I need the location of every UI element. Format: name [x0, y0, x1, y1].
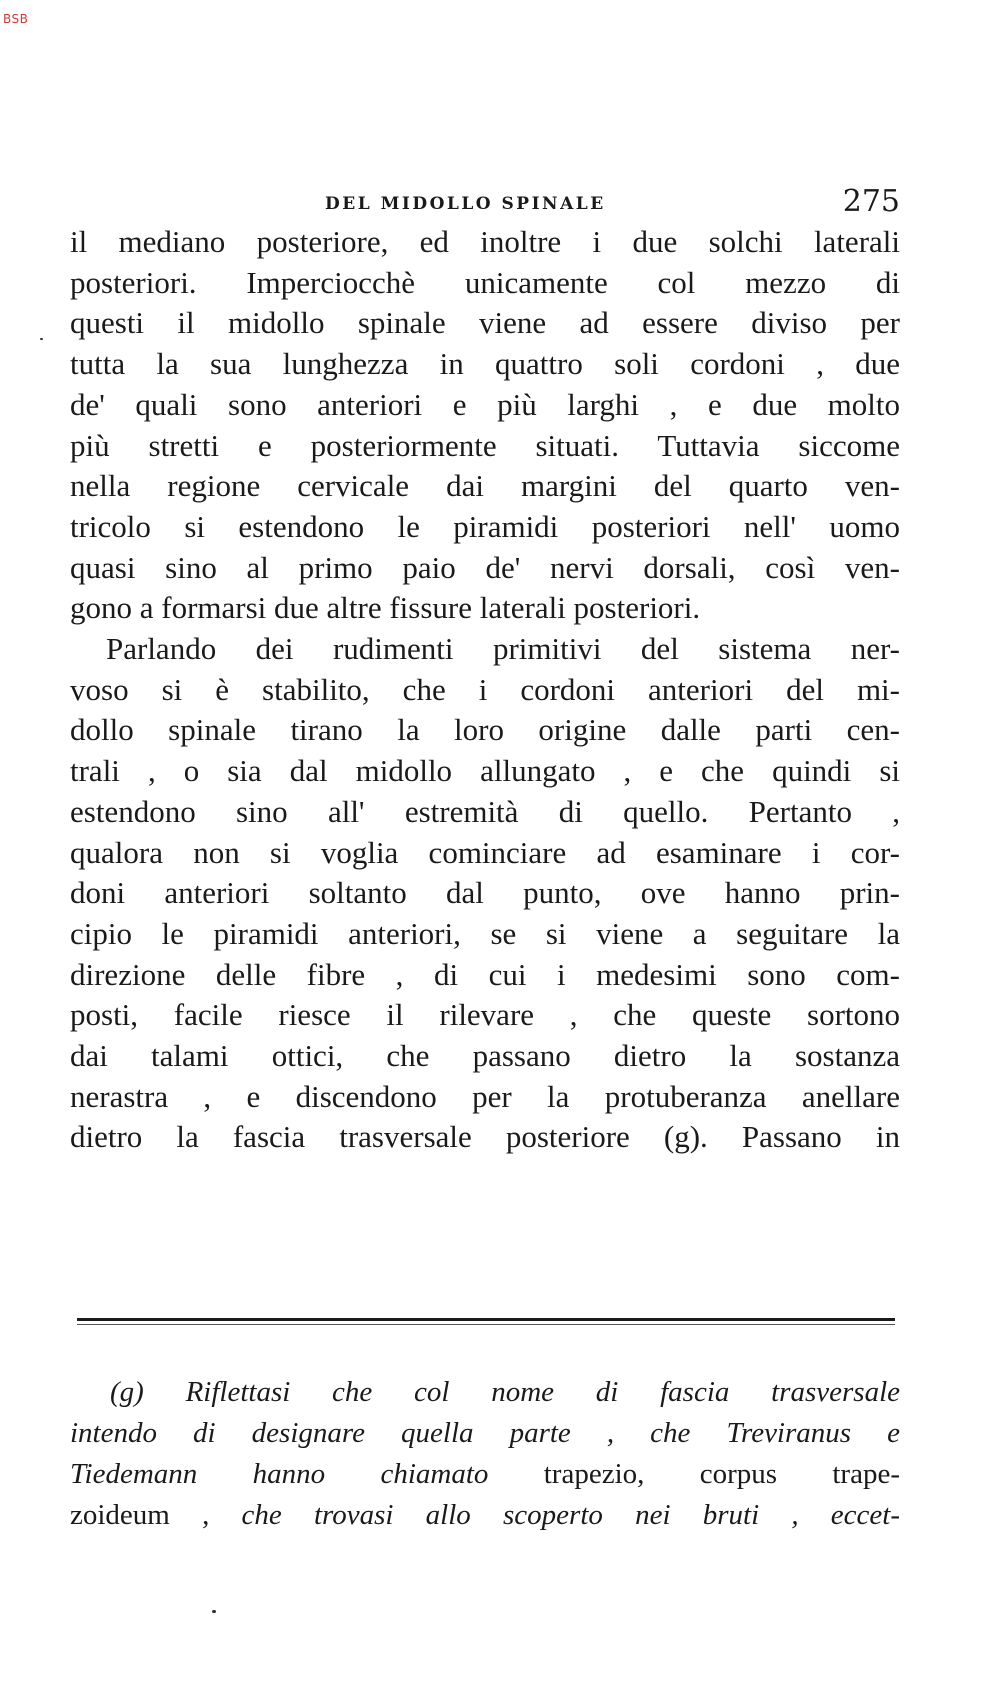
footnote-italic-text: (g) Riflettasi che col nome di fascia trasversale — [110, 1376, 900, 1408]
footnote-italic-text: Tiedemann hanno chiamato — [70, 1458, 489, 1490]
footnote-italic-text: che trovasi allo scoperto nei bruti , eccet- — [209, 1499, 900, 1531]
body-line: direzione delle fibre , di cui i medesimi sono com- — [70, 956, 900, 992]
body-line: voso si è stabilito, che i cordoni anteriori del mi- — [70, 671, 900, 707]
body-line: trali , o sia dal midollo allungato , e che quindi si — [70, 753, 900, 789]
body-line: dai talami ottici, che passano dietro la sostanza — [70, 1038, 900, 1074]
body-line: nerastra , e discendono per la protuberanza anellare — [70, 1078, 900, 1114]
body-line: posti, facile riesce il rilevare , che queste sortono — [70, 997, 900, 1033]
footnote — [70, 1372, 900, 1536]
body-line: tutta la sua lunghezza in quattro soli cordoni , due — [70, 346, 900, 382]
body-line: de' quali sono anteriori e più larghi , e due molto — [70, 386, 900, 422]
page-number: 275 — [842, 184, 900, 219]
footnote-roman-text: trapezio, corpus trape- — [488, 1458, 900, 1490]
body-line: doni anteriori soltanto dal punto, ove hanno prin- — [70, 875, 900, 911]
footnote-italic-text: intendo di designare quella parte , che Treviranus e — [70, 1417, 900, 1449]
library-watermark: BSB — [3, 12, 29, 26]
footnote-line — [70, 1372, 900, 1413]
body-line: nella regione cervicale dai margini del quarto ven- — [70, 468, 900, 504]
footnote-separator-rule — [77, 1318, 895, 1321]
footnote-line — [70, 1454, 900, 1495]
body-line: gono a formarsi due altre fissure laterali posteriori. — [70, 590, 701, 626]
running-head — [70, 184, 900, 219]
body-line: dietro la fascia trasversale posteriore (g). Passano in — [70, 1119, 900, 1155]
body-line: estendono sino all' estremità di quello. Pertanto , — [70, 793, 900, 829]
paper-speck — [40, 338, 43, 340]
body-line: cipio le piramidi anteriori, se si viene a seguitare la — [70, 915, 900, 951]
running-title: DEL MIDOLLO SPINALE — [325, 194, 606, 214]
footnote-line — [70, 1495, 900, 1536]
body-line: posteriori. Imperciocchè unicamente col mezzo di — [70, 264, 900, 300]
footnote-separator-hairline — [77, 1324, 895, 1325]
body-line: tricolo si estendono le piramidi posteriori nell' uomo — [70, 508, 900, 544]
body-line: questi il midollo spinale viene ad essere diviso per — [70, 305, 900, 341]
body-line: il mediano posteriore, ed inoltre i due solchi laterali — [70, 224, 900, 259]
body-line: Parlando dei rudimenti primitivi del sistema ner- — [106, 631, 900, 667]
body-line: qualora non si voglia cominciare ad esaminare i cor- — [70, 834, 900, 870]
paper-speck — [212, 1610, 216, 1613]
footnote-roman-text: zoideum , — [70, 1499, 210, 1531]
body-line: più stretti e posteriormente situati. Tuttavia siccome — [70, 427, 900, 463]
body-line: dollo spinale tirano la loro origine dalle parti cen- — [70, 712, 900, 748]
body-text — [70, 222, 900, 1158]
book-page — [70, 184, 900, 1158]
body-line: quasi sino al primo paio de' nervi dorsali, così ven- — [70, 549, 900, 585]
footnote-line — [70, 1413, 900, 1454]
